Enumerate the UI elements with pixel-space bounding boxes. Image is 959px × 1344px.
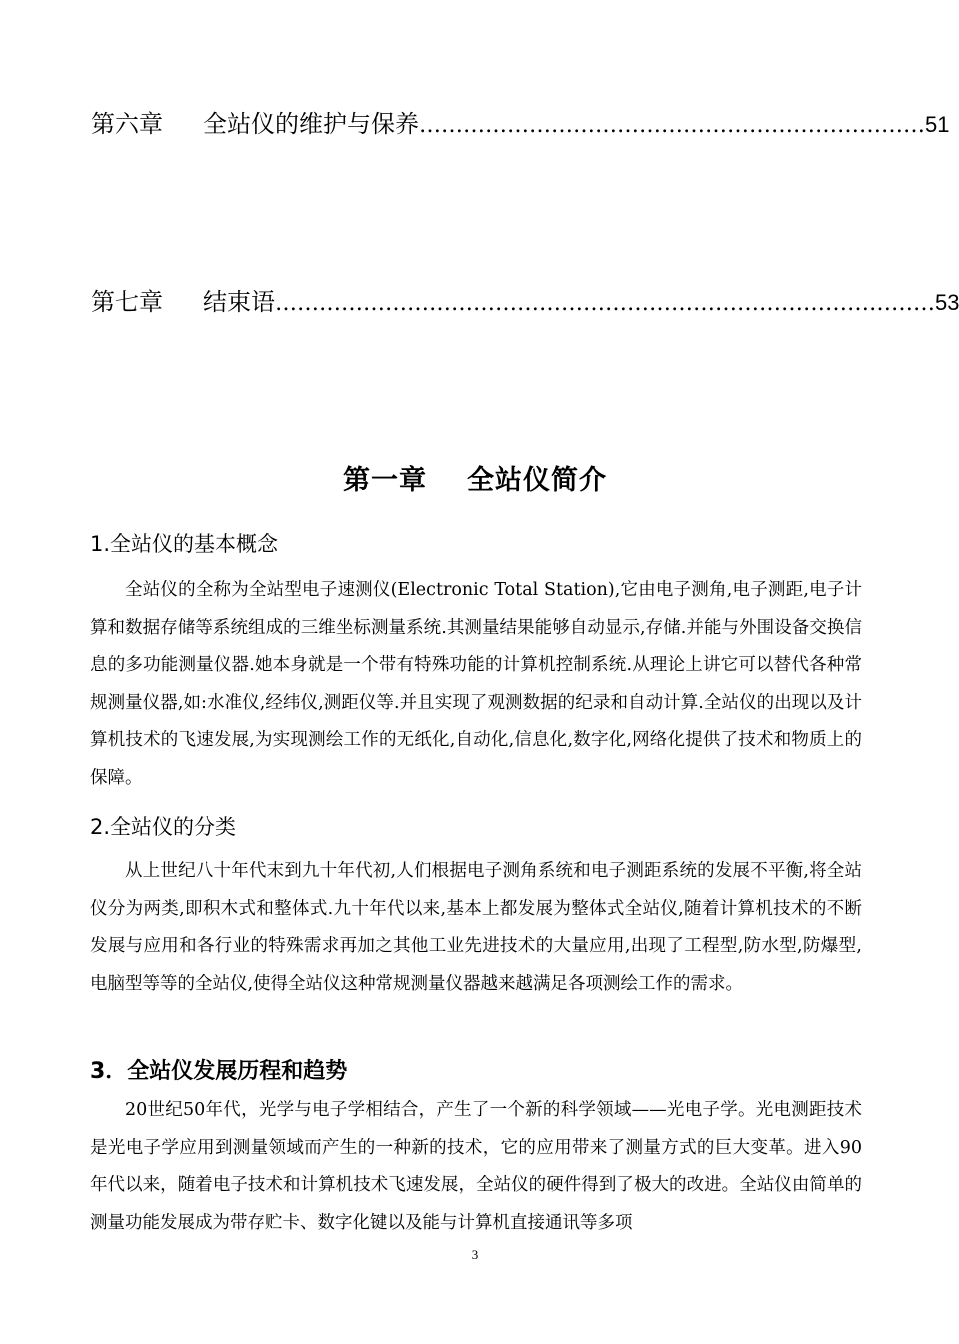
toc-chapter-title: 结束语: [203, 288, 275, 316]
section-heading-2: 2.全站仪的分类: [90, 815, 237, 839]
toc-line-chapter-7: [91, 282, 959, 322]
section-body-1: 全站仪的全称为全站型电子速测仪(Electronic Total Station),它由电子测角,电子测距,电子计算和数据存储等系统组成的三维坐标测量系统.其测量结果能够自动显示,存储.并能与外围设备交换信息的多功能测量仪器.她本身就是一个带有特殊功能的计算机控制系统.从理论上讲它可以替代各种常规测量仪器,如:水准仪,经纬仪,测距仪等.并且实现了观测数据的纪录和自动计算.全站仪的出现以及计算机技术的飞速发展,为实现测绘工作的无纸化,自动化,信息化,数字化,网络化提供了技术和物质上的保障。: [90, 580, 862, 788]
chapter-title: 全站仪简介: [467, 465, 607, 496]
toc-chapter-number: 第六章: [91, 110, 163, 138]
section-body-2: 从上世纪八十年代末到九十年代初,人们根据电子测角系统和电子测距系统的发展不平衡,将全站仪分为两类,即积木式和整体式.九十年代以来,基本上都发展为整体式全站仪,随着计算机技术的不断发展与应用和各行业的特殊需求再加之其他工业先进技术的大量应用,出现了工程型,防水型,防爆型,电脑型等等的全站仪,使得全站仪这种常规测量仪器越来越满足各项测绘工作的需求。: [90, 861, 862, 994]
chapter-heading: [0, 458, 950, 497]
toc-chapter-title: 全站仪的维护与保养: [203, 110, 419, 138]
toc-page-number: 51: [925, 112, 950, 137]
toc-page-number: 53: [935, 290, 959, 315]
page-number: 3: [471, 1247, 479, 1262]
section-body-3: 20世纪50年代，光学与电子学相结合，产生了一个新的科学领域——光电子学。光电测距技术是光电子学应用到测量领域而产生的一种新的技术，它的应用带来了测量方式的巨大变革。进入90年代以来，随着电子技术和计算机技术飞速发展，全站仪的硬件得到了极大的改进。全站仪由简单的测量功能发展成为带存贮卡、数字化键以及能与计算机直接通讯等多项: [90, 1100, 862, 1233]
toc-leader-dots: ………………………………………………………………………………: [275, 291, 935, 316]
chapter-number: 第一章: [343, 465, 427, 496]
section-heading-1: 1.全站仪的基本概念: [90, 532, 279, 556]
section-heading-3: 3．全站仪发展历程和趋势: [90, 1059, 348, 1084]
toc-line-chapter-6: [91, 104, 950, 144]
toc-chapter-number: 第七章: [91, 288, 163, 316]
toc-leader-dots: ……………………………………………………………: [419, 113, 925, 138]
